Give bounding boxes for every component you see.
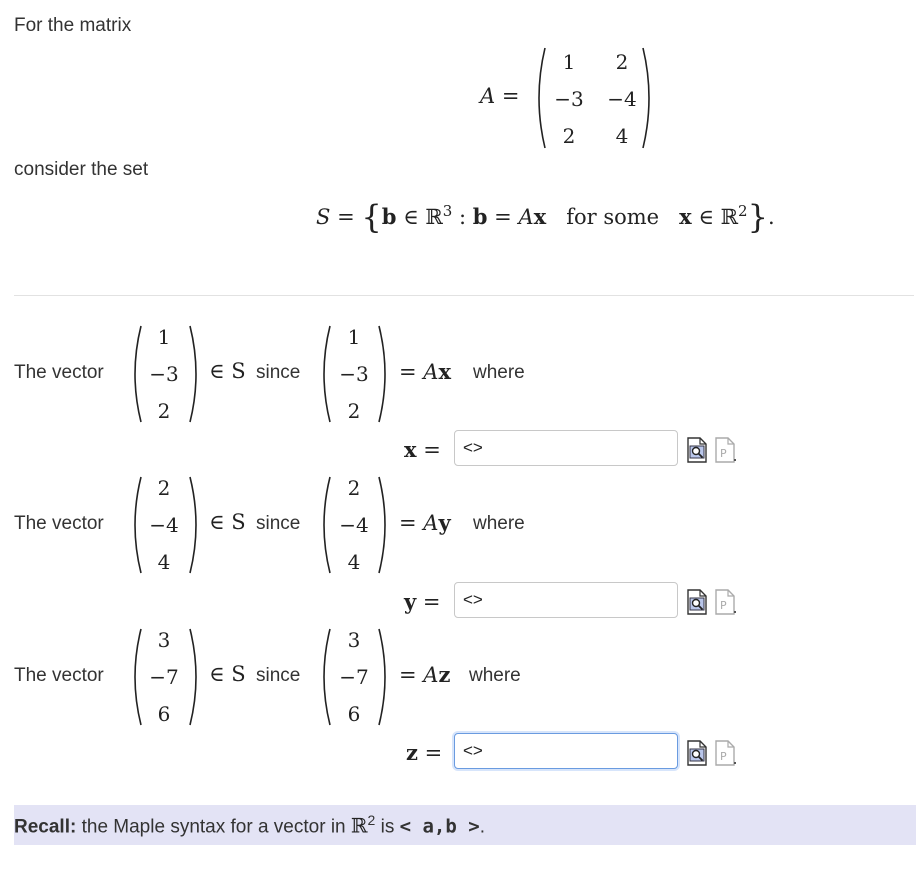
vector-entry: 2 bbox=[157, 399, 171, 423]
where-label: where bbox=[473, 513, 525, 534]
matrix-a-cell: 4 bbox=[615, 124, 629, 148]
vector-right-paren bbox=[188, 324, 204, 424]
answer-label: z = bbox=[406, 740, 443, 765]
where-label: where bbox=[469, 665, 521, 686]
intro-consider-set: consider the set bbox=[14, 159, 149, 180]
in-set: ∈ S bbox=[209, 662, 246, 686]
vector-entry: −3 bbox=[339, 362, 369, 386]
rhs-expression: = Az bbox=[399, 662, 451, 687]
recall-note bbox=[14, 805, 916, 845]
vector-left-paren bbox=[316, 627, 332, 727]
recall-syntax: < a,b > bbox=[399, 815, 480, 838]
recall-is: is bbox=[380, 816, 395, 838]
preview-icon[interactable] bbox=[686, 437, 708, 463]
vector-right-paren bbox=[377, 475, 393, 575]
vector-entry: 1 bbox=[347, 325, 361, 349]
vector-left-paren bbox=[127, 475, 143, 575]
where-label: where bbox=[473, 362, 525, 383]
vector-entry: 6 bbox=[347, 702, 361, 726]
vector-entry: 2 bbox=[157, 476, 171, 500]
problem-lead: The vector bbox=[14, 362, 104, 383]
vector-entry: −4 bbox=[339, 513, 369, 537]
matrix-a-left-paren bbox=[531, 46, 547, 150]
vector-left-paren bbox=[127, 627, 143, 727]
recall-period: . bbox=[479, 816, 485, 838]
in-set: ∈ S bbox=[209, 510, 246, 534]
intro-for-matrix: For the matrix bbox=[14, 15, 132, 36]
svg-text:P: P bbox=[720, 447, 727, 460]
answer-input-z[interactable] bbox=[454, 733, 678, 769]
vector-right-paren bbox=[377, 324, 393, 424]
vector-right-paren bbox=[188, 475, 204, 575]
vector-left-paren bbox=[316, 324, 332, 424]
matrix-a-cell: 1 bbox=[562, 50, 576, 74]
matrix-a-cell: 2 bbox=[562, 124, 576, 148]
answer-label: x = bbox=[404, 437, 441, 462]
vector-entry: −4 bbox=[149, 513, 179, 537]
vector-entry: −7 bbox=[149, 665, 179, 689]
svg-text:P: P bbox=[720, 599, 727, 612]
divider bbox=[14, 295, 914, 296]
vector-entry: 4 bbox=[347, 550, 361, 574]
vector-entry: 1 bbox=[157, 325, 171, 349]
recall-R: ℝ bbox=[350, 813, 368, 838]
recall-text: the Maple syntax for a vector in bbox=[81, 816, 346, 838]
matrix-a-cell: −3 bbox=[554, 87, 584, 111]
preview-icon[interactable] bbox=[686, 589, 708, 615]
vector-right-paren bbox=[188, 627, 204, 727]
svg-text:P: P bbox=[720, 750, 727, 763]
matrix-a-cell: 2 bbox=[615, 50, 629, 74]
rhs-expression: = Ax bbox=[399, 359, 451, 384]
problem-lead: The vector bbox=[14, 665, 104, 686]
preview-icon[interactable] bbox=[686, 740, 708, 766]
vector-left-paren bbox=[316, 475, 332, 575]
plot-icon[interactable] bbox=[714, 437, 736, 463]
since-label: since bbox=[256, 362, 301, 383]
matrix-a-label: A = bbox=[480, 84, 520, 108]
vector-right-paren bbox=[377, 627, 393, 727]
rhs-expression: = Ay bbox=[399, 510, 451, 535]
matrix-a-cell: −4 bbox=[607, 87, 637, 111]
plot-icon[interactable] bbox=[714, 589, 736, 615]
set-definition: S = {b ∈ ℝ$^3$ : b = Ax for some x ∈ ℝ$^2$}. bbox=[316, 198, 775, 236]
vector-entry: 2 bbox=[347, 476, 361, 500]
plot-icon[interactable] bbox=[714, 740, 736, 766]
answer-input-x[interactable] bbox=[454, 430, 678, 466]
vector-entry: −7 bbox=[339, 665, 369, 689]
since-label: since bbox=[256, 513, 301, 534]
problem-lead: The vector bbox=[14, 513, 104, 534]
answer-label: y = bbox=[404, 589, 441, 614]
vector-entry: 3 bbox=[157, 628, 171, 652]
since-label: since bbox=[256, 665, 301, 686]
answer-input-y[interactable] bbox=[454, 582, 678, 618]
vector-entry: 6 bbox=[157, 702, 171, 726]
vector-entry: 2 bbox=[347, 399, 361, 423]
vector-entry: −3 bbox=[149, 362, 179, 386]
recall-exp: 2 bbox=[367, 812, 376, 828]
vector-entry: 3 bbox=[347, 628, 361, 652]
matrix-a-right-paren bbox=[641, 46, 657, 150]
recall-bold: Recall: bbox=[14, 816, 77, 838]
in-set: ∈ S bbox=[209, 359, 246, 383]
vector-entry: 4 bbox=[157, 550, 171, 574]
vector-left-paren bbox=[127, 324, 143, 424]
